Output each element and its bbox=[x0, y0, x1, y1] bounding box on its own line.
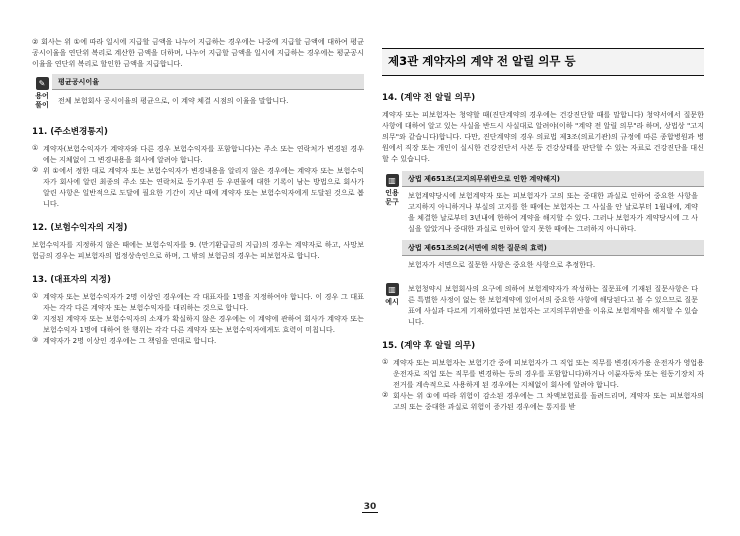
term-side bbox=[32, 74, 52, 111]
term-text: 전체 보험회사 공시이율의 평균으로, 이 계약 체결 시점의 이율을 말합니다. bbox=[58, 96, 289, 105]
section-14-text: 계약자 또는 피보험자는 청약할 때(진단계약의 경우에는 건강진단할 때를 말합니다) 청약서에서 질문한 사항에 대하여 알고 있는 사실을 반드시 사실대로 알려야(이하 "계약 전 알릴 의무"라 하며, 상법상 "고지의무"와 같습니다)합니다. 다만, 진단계약의 경우 의료법 제3조(의료기관)의 규정에 따른 종합병원과 병원에서 직장 또는 개인이 실시한 건강진단서 사본 등 건강상태를 판단할 수 있는 자료로 건강진단을 대신할 수 있습니다. bbox=[382, 110, 704, 163]
section-15-list bbox=[382, 357, 704, 412]
term-side-label: 용어풀이 bbox=[35, 92, 49, 109]
term-title: 평균공시이율 bbox=[52, 74, 364, 89]
list-item: ② 회사는 위 ①에 따라 위험이 감소된 경우에는 그 차액보험료를 돌려드리며, 계약자 또는 피보험자의 고의 또는 중대한 과실로 위험이 증가된 경우에는 통지를 받 bbox=[382, 391, 704, 411]
citation-title-2: 상법 제651조의2(서면에 의한 질문의 효력) bbox=[402, 240, 704, 255]
section-13-list bbox=[32, 291, 364, 346]
pencil-icon: ✎ bbox=[36, 77, 49, 90]
list-item: ② 지정된 계약자 또는 보험수익자의 소재가 확실하지 않은 경우에는 이 계약에 관하여 회사가 계약자 또는 보험수익자 1명에 대하여 한 행위는 각각 다른 계약자 또는 보험수익자에게도 효력이 미칩니다. bbox=[32, 314, 364, 334]
book-icon: ▥ bbox=[386, 174, 399, 187]
section-11-list bbox=[32, 143, 364, 209]
list-item: ① 계약자 또는 피보험자는 보험기간 중에 피보험자가 그 직업 또는 직무를 변경(자가용 운전자가 영업용 운전자로 직업 또는 직무를 변경하는 등의 경우를 포함합니다)하거나 이륜자동차 또는 원동기장치 자전거를 계속적으로 사용하게 된 경우에는 지체없이 회사에 알려야 합니다. bbox=[382, 358, 704, 389]
list-item: ② 위 ①에서 정한 대로 계약자 또는 보험수익자가 변경내용을 알리지 않은 경우에는 계약자 또는 보험수익자가 회사에 알린 최종의 주소 또는 연락처로 등기우편 등 우편물에 대한 기록이 남는 방법으로 회사가 알린 사항은 일반적으로 도달에 필요한 기간이 지난 때에 계약자 또는 보험수익자에게 도달된 것으로 봅니다. bbox=[32, 166, 364, 208]
citation-side-label: 인용문구 bbox=[385, 189, 399, 206]
citation-body bbox=[402, 171, 704, 272]
example-box bbox=[382, 280, 704, 330]
term-body bbox=[52, 74, 364, 111]
citation-side bbox=[382, 171, 402, 272]
list-item: ① 계약자 또는 보험수익자가 2명 이상인 경우에는 각 대표자를 1명을 지정하여야 합니다. 이 경우 그 대표자는 각각 다른 계약자 또는 보험수익자를 대리하는 것으로 합니다. bbox=[32, 292, 364, 312]
page-number-footer bbox=[0, 502, 740, 513]
example-text: 보험청약시 보험회사의 요구에 의하여 보험계약자가 작성하는 질문표에 기재된 질문사항은 다른 특별한 사정이 없는 한 보험계약에 있어서의 중요한 사항에 해당된다고 볼 수 있으므로 질문표에 사실과 다르게 기재하였다면 보험자는 고지의무위반을 이유로 보험계약을 해지할 수 있습니다. bbox=[408, 284, 698, 326]
section-14-heading: 14. (계약 전 알릴 의무) bbox=[382, 93, 476, 103]
list-item: ③ 계약자가 2명 이상인 경우에는 그 책임을 연대로 합니다. bbox=[32, 336, 217, 345]
chapter-title: 제3관 계약자의 계약 전 알릴 의무 등 bbox=[388, 54, 576, 68]
page-number: 30 bbox=[363, 502, 377, 512]
citation-text-2: 보험자가 서면으로 질문한 사항은 중요한 사항으로 추정한다. bbox=[408, 260, 596, 269]
right-column bbox=[382, 92, 704, 412]
example-body bbox=[402, 280, 704, 330]
citation-text-1: 보험계약당시에 보험계약자 또는 피보험자가 고의 또는 중대한 과실로 인하여 중요한 사항을 고지하지 아니하거나 부실의 고지를 한 때에는 보험자는 그 사실을 안 날로부터 1월내에, 계약을 체결한 날로부터 3년내에 한하여 계약을 해지할 수 있다. 그러나 보험자가 계약당시에 그 사실을 알았거나 중대한 과실로 인하여 알지 못한 때에는 그러하지 아니하다. bbox=[408, 191, 698, 233]
paragraph-interest: ② 회사는 위 ①에 따라 일시에 지급할 금액을 나누어 지급하는 경우에는 나중에 지급할 금액에 대하여 평균공시이율을 연단위 복리로 계산한 금액을 더하며, 나누어 지급할 금액을 일시에 지급하는 경우에는 평균공시이율을 연단위 복리로 할인한 금액을 지급합니다. bbox=[32, 37, 364, 68]
book-icon: ▥ bbox=[386, 283, 399, 296]
section-11-heading: 11. (주소변경통지) bbox=[32, 127, 108, 137]
chapter-title-bar bbox=[382, 48, 704, 76]
section-15-heading: 15. (계약 후 알릴 의무) bbox=[382, 341, 476, 351]
example-side-label: 예시 bbox=[385, 298, 399, 306]
example-side bbox=[382, 280, 402, 330]
list-item: ① 계약자(보험수익자가 계약자와 다른 경우 보험수익자를 포함합니다)는 주소 또는 연락처가 변경된 경우에는 지체없이 그 변경내용을 회사에 알려야 합니다. bbox=[32, 144, 364, 164]
section-13-heading: 13. (대표자의 지정) bbox=[32, 275, 111, 285]
section-12-heading: 12. (보험수익자의 지정) bbox=[32, 223, 128, 233]
citation-box bbox=[382, 171, 704, 272]
left-column bbox=[32, 36, 364, 346]
term-explanation-box bbox=[32, 74, 364, 111]
citation-title-1: 상법 제651조(고지의무위반으로 인한 계약해지) bbox=[402, 171, 704, 186]
section-12-text: 보험수익자를 지정하지 않은 때에는 보험수익자를 9. (만기환급금의 지급)의 경우는 계약자로 하고, 사망보험금의 경우는 피보험자의 법정상속인으로 하며, 그 밖의 보험금의 경우는 피보험자로 합니다. bbox=[32, 240, 364, 260]
